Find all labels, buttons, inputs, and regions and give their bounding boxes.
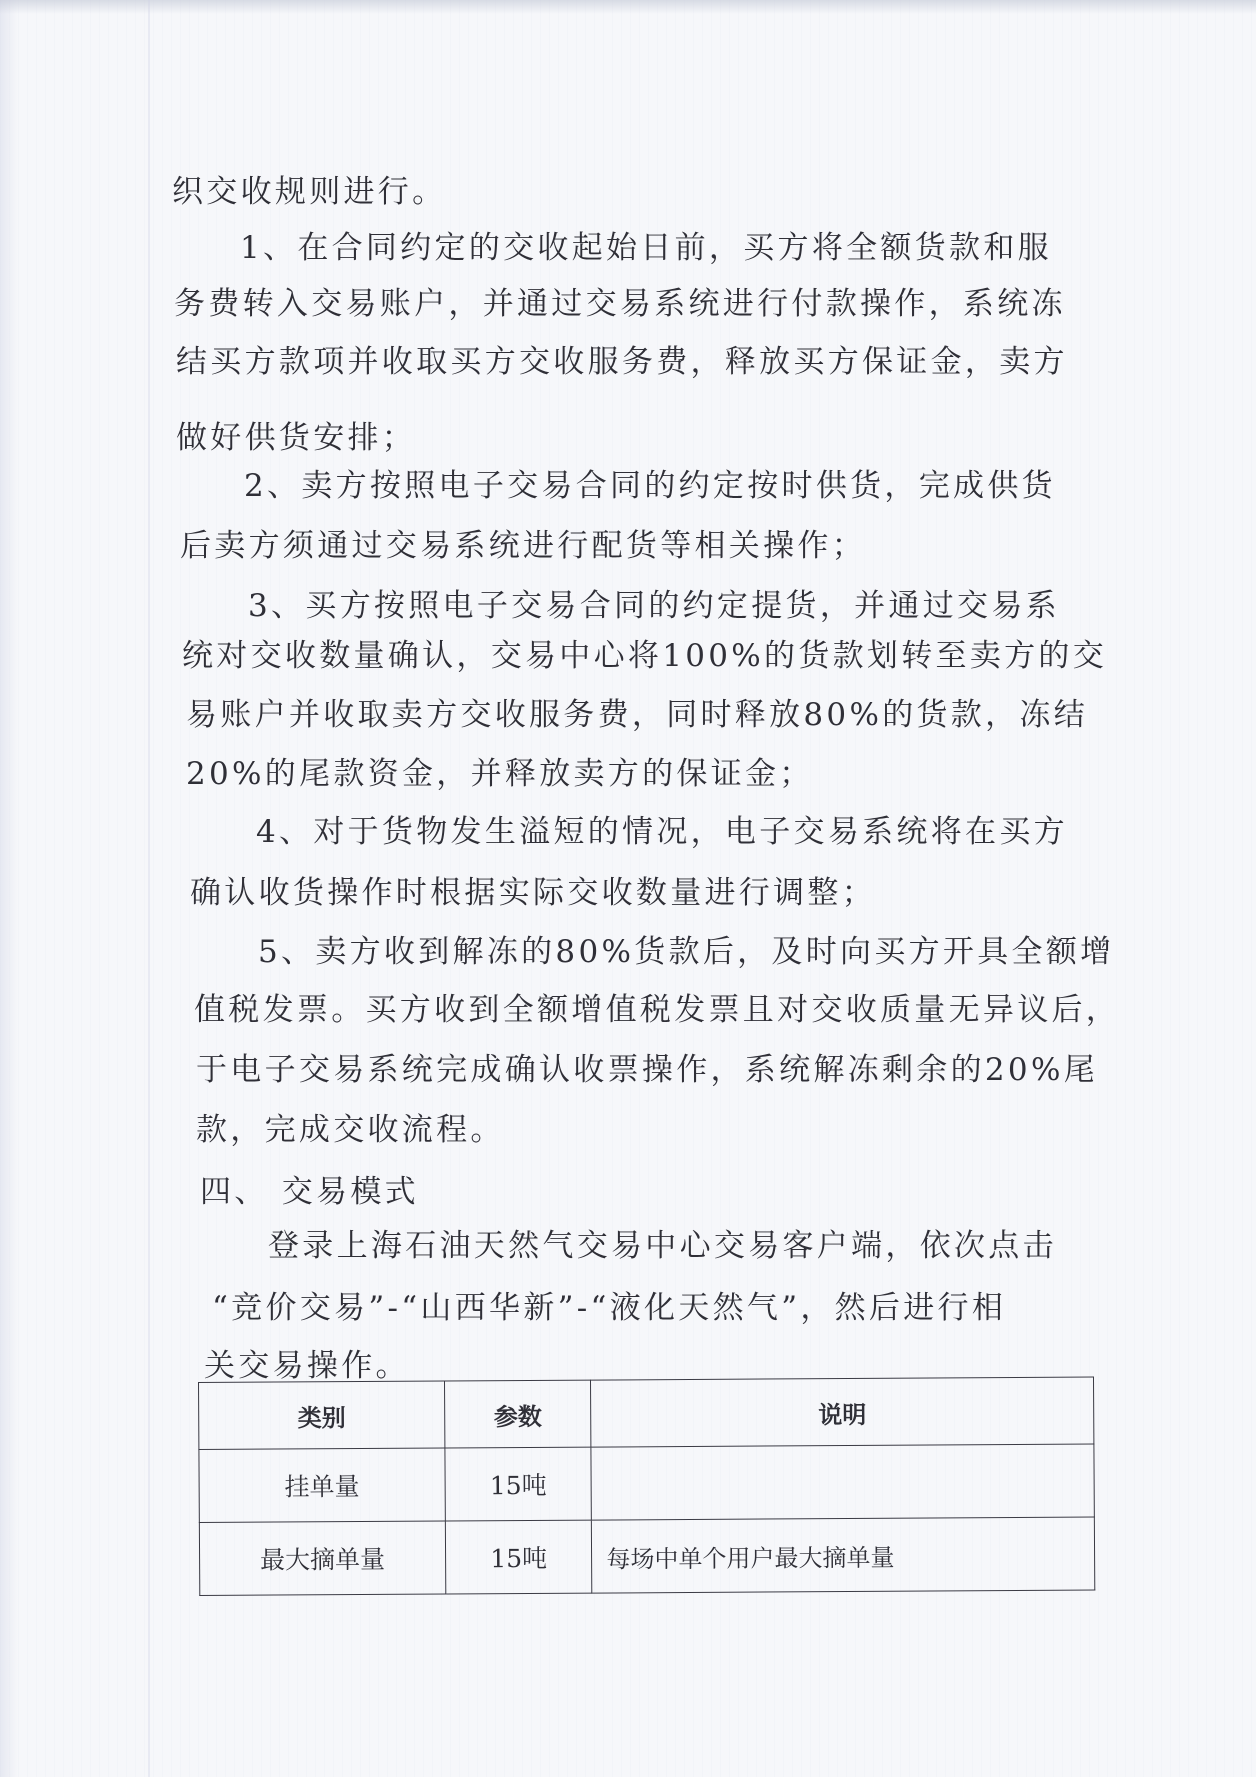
text-line: 3、买方按照电子交易合同的约定提货，并通过交易系 [248, 588, 1060, 624]
text-line: 做好供货安排； [176, 420, 417, 456]
text-line: 确认收货操作时根据实际交收数量进行调整； [190, 875, 876, 911]
text-line: 关交易操作。 [204, 1348, 410, 1384]
text-line: 结买方款项并收取买方交收服务费，释放买方保证金，卖方 [176, 344, 1068, 380]
text-line: 5、卖方收到解冻的80%货款后，及时向买方开具全额增 [258, 934, 1115, 970]
parameter-table [198, 1377, 1095, 1596]
text-line: 务费转入交易账户，并通过交易系统进行付款操作，系统冻 [174, 286, 1066, 322]
text-line: “竞价交易”-“山西华新”-“液化天然气”，然后进行相 [212, 1290, 1007, 1326]
table-cell: 15吨 [445, 1520, 592, 1594]
text-line: 后卖方须通过交易系统进行配货等相关操作； [180, 528, 866, 564]
scan-left-edge [148, 0, 150, 1777]
scan-top-edge [0, 0, 1256, 14]
text-line: 值税发票。买方收到全额增值税发票且对交收质量无异议后， [194, 992, 1121, 1028]
text-line: 于电子交易系统完成确认收票操作，系统解冻剩余的20%尾 [196, 1052, 1098, 1088]
column-header: 说明 [591, 1377, 1094, 1447]
text-line: 1、在合同约定的交收起始日前，买方将全额货款和服 [240, 230, 1052, 266]
text-line: 20%的尾款资金，并释放卖方的保证金； [186, 756, 814, 792]
table-cell [591, 1444, 1094, 1520]
table-row [199, 1444, 1094, 1522]
text-line: 易账户并收取卖方交收服务费，同时释放80%的货款，冻结 [186, 697, 1088, 733]
text-line: 统对交收数量确认，交易中心将100%的货款划转至卖方的交 [182, 638, 1108, 674]
text-line: 织交收规则进行。 [172, 174, 447, 210]
table-cell: 最大摘单量 [199, 1521, 445, 1596]
text-line: 2、卖方按照电子交易合同的约定按时供货，完成供货 [244, 468, 1056, 504]
table-cell: 每场中单个用户最大摘单量 [592, 1517, 1095, 1593]
table-cell: 15吨 [445, 1447, 592, 1521]
text-line: 登录上海石油天然气交易中心交易客户端，依次点击 [268, 1228, 1057, 1264]
column-header: 参数 [444, 1380, 591, 1448]
table-header-row [199, 1377, 1094, 1449]
text-line: 4、对于货物发生溢短的情况，电子交易系统将在买方 [256, 814, 1068, 850]
section-heading: 四、 交易模式 [200, 1174, 419, 1210]
column-header: 类别 [199, 1381, 445, 1450]
text-line: 款，完成交收流程。 [196, 1112, 505, 1148]
table-row [199, 1517, 1094, 1595]
table-cell: 挂单量 [199, 1448, 445, 1523]
